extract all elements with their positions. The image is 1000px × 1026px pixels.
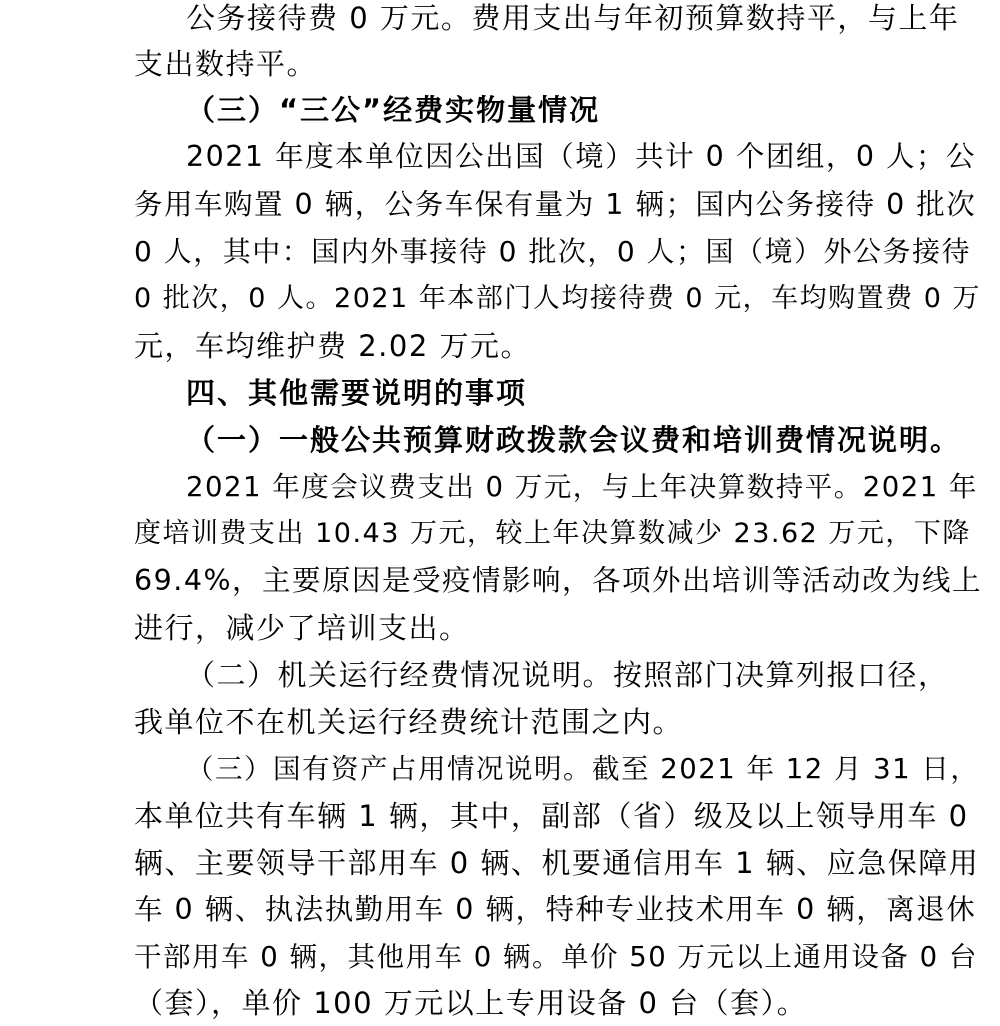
subsection-heading: （一）一般公共预算财政拨款会议费和培训费情况说明。	[186, 423, 962, 457]
text-line: 本单位共有车辆 1 辆，其中，副部（省）级及以上领导用车 0	[134, 799, 969, 833]
section-heading: （三）“三公”经费实物量情况	[186, 93, 601, 127]
text-line: 支出数持平。	[134, 47, 318, 81]
text-line: 0 人，其中：国内外事接待 0 批次，0 人；国（境）外公务接待	[134, 235, 972, 268]
text-line: （三）国有资产占用情况说明。截至 2021 年 12 月 31 日，	[186, 753, 980, 785]
text-line: 辆、主要领导干部用车 0 辆、机要通信用车 1 辆、应急保障用	[134, 846, 980, 880]
text-line: （二）机关运行经费情况说明。按照部门决算列报口径，	[186, 658, 949, 692]
text-line: 元，车均维护费 2.02 万元。	[134, 329, 532, 363]
text-line: 2021 年度会议费支出 0 万元，与上年决算数持平。2021 年	[186, 471, 978, 503]
text-line: 69.4%，主要原因是受疫情影响，各项外出培训等活动改为线上	[134, 564, 983, 597]
text-line: 务用车购置 0 辆，公务车保有量为 1 辆；国内公务接待 0 批次	[134, 188, 977, 221]
text-line: 度培训费支出 10.43 万元，较上年决算数减少 23.62 万元，下降	[134, 518, 971, 549]
text-line: 我单位不在机关运行经费统计范围之内。	[134, 705, 684, 739]
text-line: 进行，减少了培训支出。	[134, 611, 470, 645]
section-heading: 四、其他需要说明的事项	[186, 376, 528, 410]
text-line: 车 0 辆、执法执勤用车 0 辆，特种专业技术用车 0 辆，离退休	[134, 893, 977, 926]
text-line: （套），单价 100 万元以上专用设备 0 台（套）。	[134, 986, 808, 1020]
text-line: 2021 年度本单位因公出国（境）共计 0 个团组，0 人；公	[186, 140, 977, 173]
text-line: 0 批次，0 人。2021 年本部门人均接待费 0 元，车均购置费 0 万	[134, 283, 982, 314]
text-line: 公务接待费 0 万元。费用支出与年初预算数持平，与上年	[186, 1, 960, 35]
text-line: 干部用车 0 辆，其他用车 0 辆。单价 50 万元以上通用设备 0 台	[134, 941, 978, 973]
